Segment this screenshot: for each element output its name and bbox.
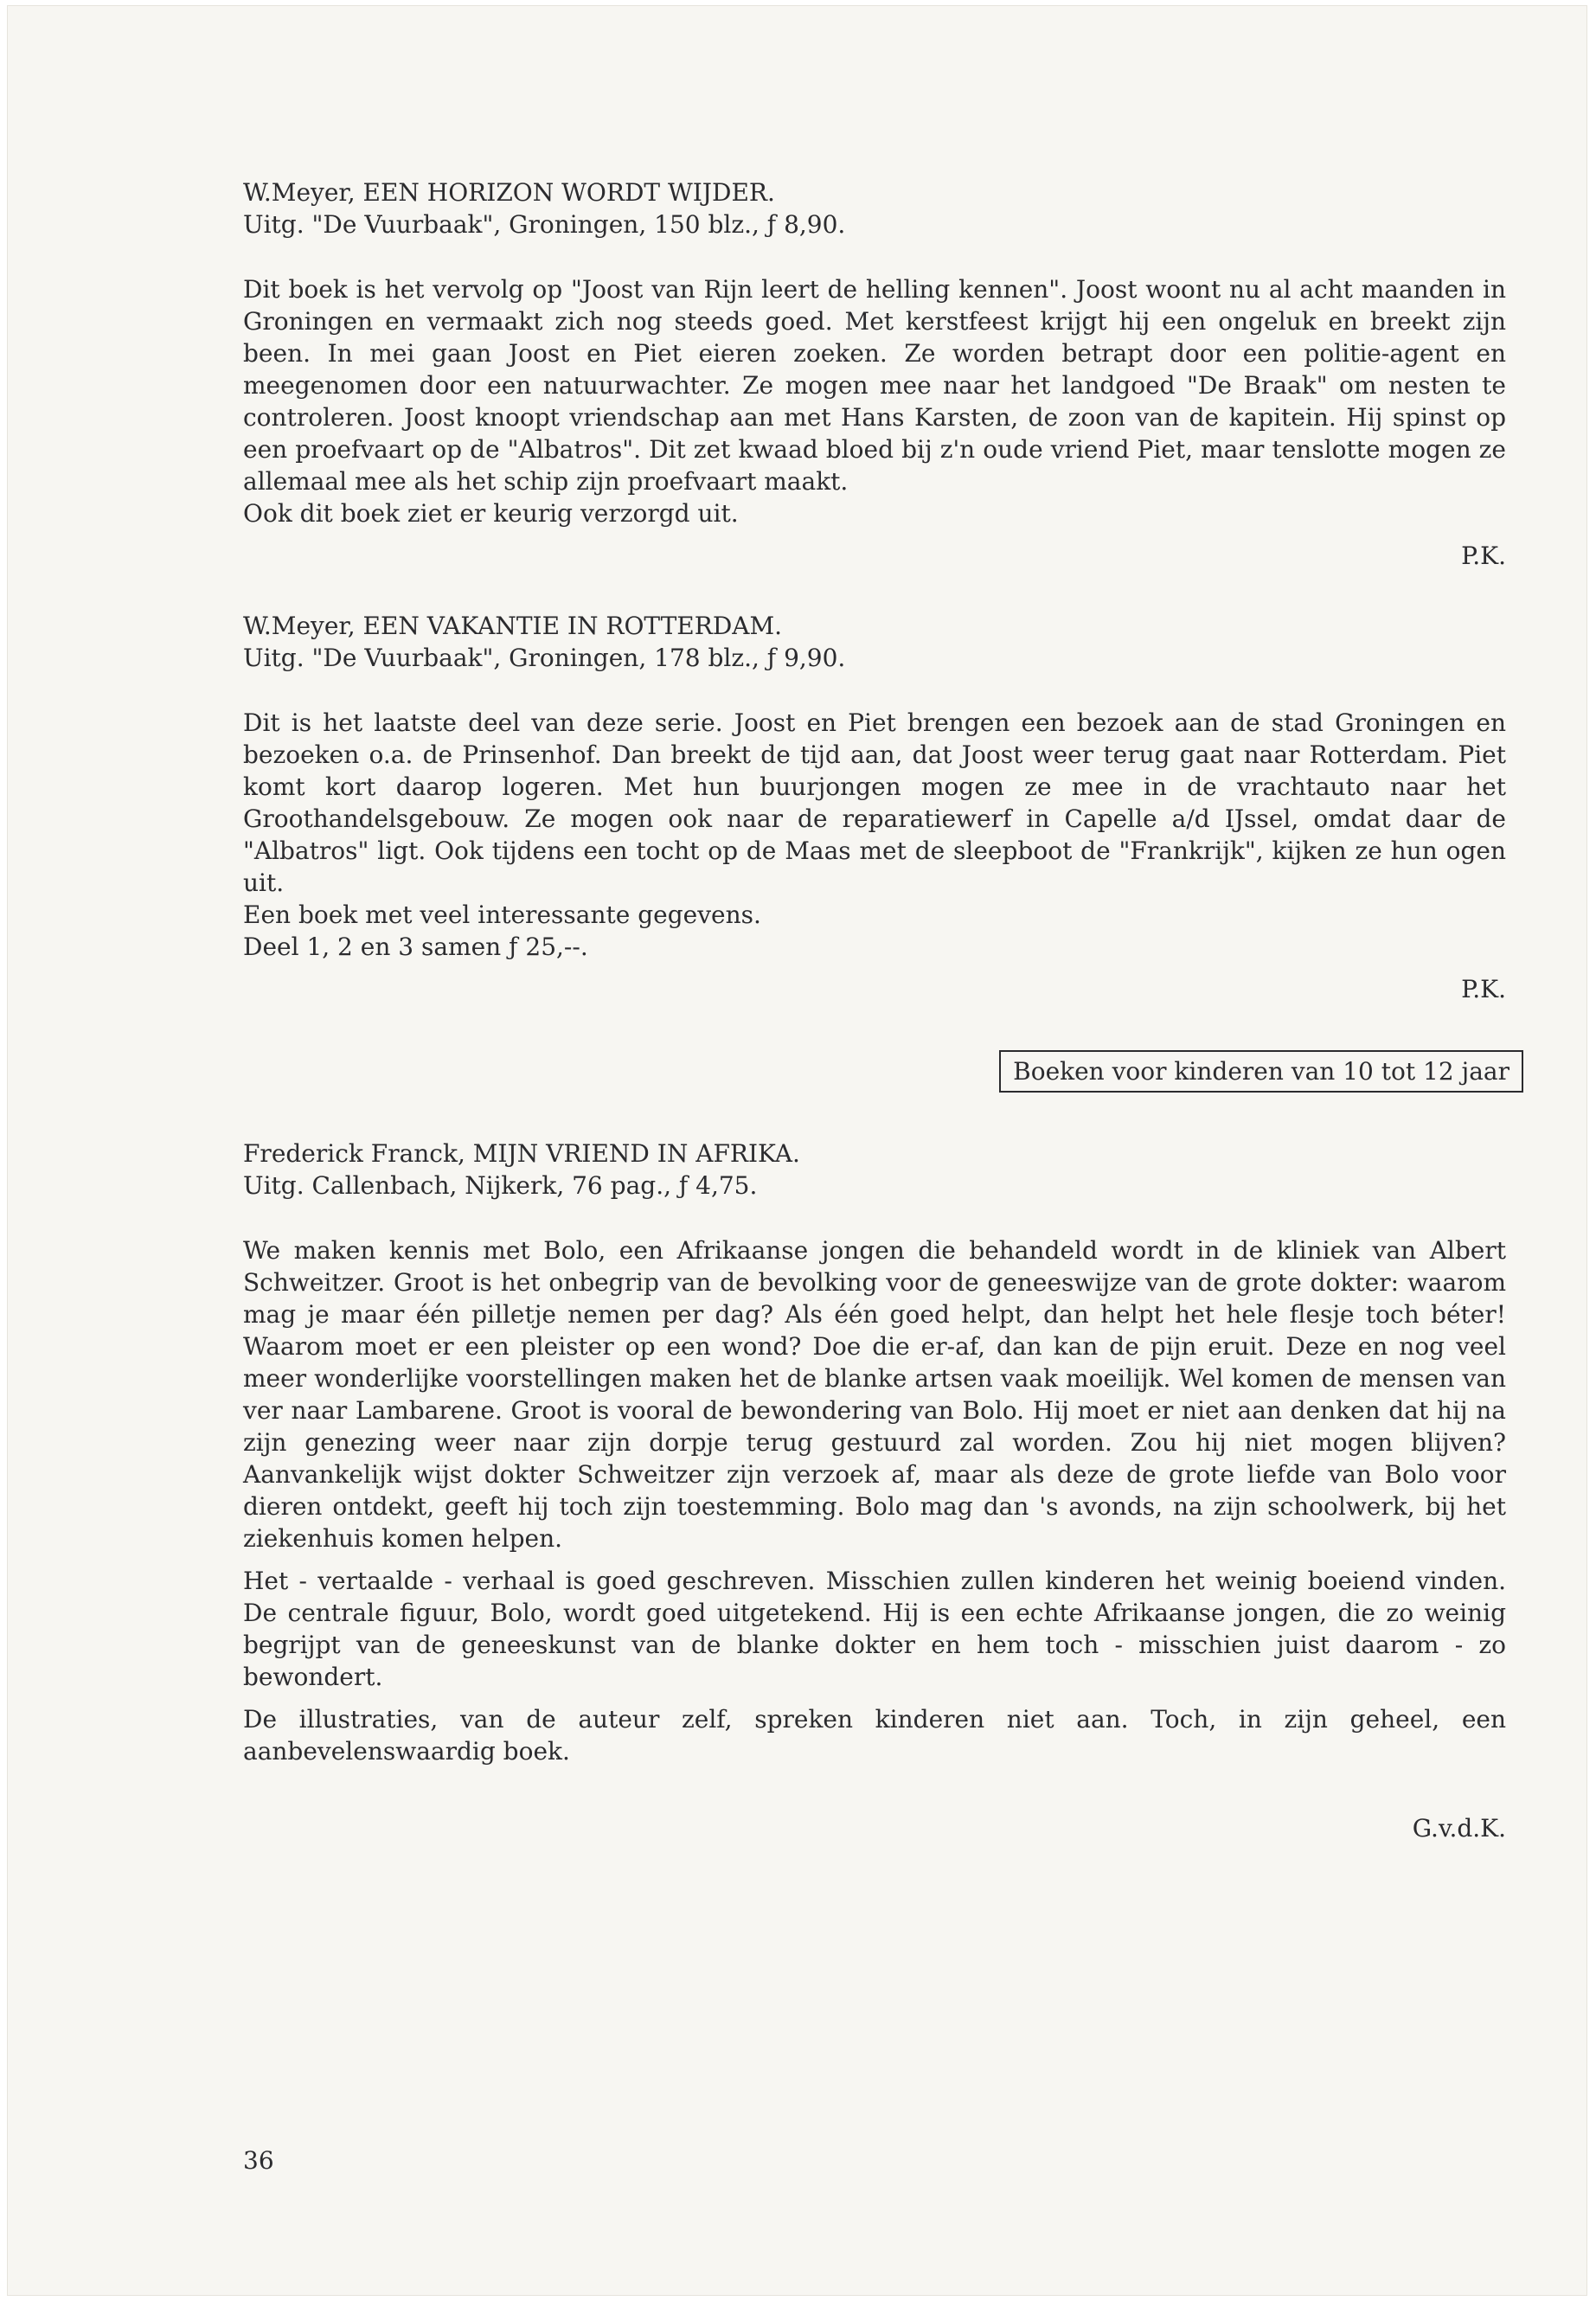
review-title-line: W.Meyer, EEN VAKANTIE IN ROTTERDAM. [243,612,783,640]
review-publisher-line: Uitg. "De Vuurbaak", Groningen, 178 blz., ƒ 9,90. [243,644,846,672]
review-signoff: P.K. [1461,975,1506,1003]
review-publisher-line: Uitg. "De Vuurbaak", Groningen, 150 blz., ƒ 8,90. [243,210,846,239]
review-paragraph: We maken kennis met Bolo, een Afrikaanse jongen die behandeld wordt in de kliniek van Albert Schweitzer. Groot is het onbegrip van de bevolking voor de geneeswijze van de grote dokter: waarom mag je maar één pilletje nemen per dag? Als één goed helpt, dan helpt het hele flesje toch béter! Waarom moet er een pleister op een wond? Doe die er-af, dan kan de pijn eruit. Deze en nog veel meer wonderlijke voorstellingen maken het de blanke artsen vaak moeilijk. Wel komen de mensen van ver naar Lambarene. Groot is vooral de bewondering van Bolo. Hij moet er niet aan denken dat hij na zijn genezing weer naar zijn dorpje terug gestuurd zal worden. Zou hij niet mogen blijven? Aanvankelijk wijst dokter Schweitzer zijn verzoek af, maar als deze de grote liefde van Bolo voor dieren ontdekt, geeft hij toch zijn toestemming. Bolo mag dan 's avonds, na zijn schoolwerk, bij het ziekenhuis komen helpen. [243,1236,1506,1553]
review-paragraph: Ook dit boek ziet er keurig verzorgd uit. [243,499,739,528]
document-page [7,5,1587,2296]
review-paragraph: Dit boek is het vervolg op "Joost van Rijn leert de helling kennen". Joost woont nu al acht maanden in Groningen en vermaakt zich nog steeds goed. Met kerstfeest krijgt hij een ongeluk en breekt zijn been. In mei gaan Joost en Piet eieren zoeken. Ze worden betrapt door een politie-agent en meegenomen door een natuurwachter. Ze mogen mee naar het landgoed "De Braak" om nesten te controleren. Joost knoopt vriendschap aan met Hans Karsten, de zoon van de kapitein. Hij spinst op een proefvaart op de "Albatros". Dit zet kwaad bloed bij z'n oude vriend Piet, maar tenslotte mogen ze allemaal mee als het schip zijn proefvaart maakt. [243,275,1506,496]
review-paragraph: Deel 1, 2 en 3 samen ƒ 25,--. [243,933,588,961]
page-number: 36 [243,2146,274,2175]
review-paragraph: Dit is het laatste deel van deze serie. Joost en Piet brengen een bezoek aan de stad Groningen en bezoeken o.a. de Prinsenhof. Dan breekt de tijd aan, dat Joost weer terug gaat naar Rotterdam. Piet komt kort daarop logeren. Met hun buurjongen mogen ze mee in de vrachtauto naar het Groothandelsgebouw. Ze mogen ook naar de reparatiewerf in Capelle a/d IJssel, omdat daar de "Albatros" ligt. Ook tijdens een tocht op de Maas met de sleepboot de "Frankrijk", kijken ze hun ogen uit. [243,708,1506,897]
review-mijn-vriend [243,1138,1506,1844]
review-een-horizon [243,176,1506,572]
review-signoff: P.K. [1461,542,1506,570]
review-een-vakantie [243,610,1506,1005]
review-paragraph: Een boek met veel interessante gegevens. [243,901,761,929]
review-paragraph: De illustraties, van de auteur zelf, spreken kinderen niet aan. Toch, in zijn geheel, een aanbevelenswaardig boek. [243,1705,1506,1766]
page-content [243,176,1523,1844]
review-title-line: Frederick Franck, MIJN VRIEND IN AFRIKA. [243,1139,800,1168]
section-label: Boeken voor kinderen van 10 tot 12 jaar [999,1050,1523,1093]
section-label-wrap [243,1050,1523,1093]
review-signoff: G.v.d.K. [1412,1814,1506,1843]
review-publisher-line: Uitg. Callenbach, Nijkerk, 76 pag., ƒ 4,75. [243,1171,758,1200]
review-title-line: W.Meyer, EEN HORIZON WORDT WIJDER. [243,178,775,207]
review-paragraph: Het - vertaalde - verhaal is goed geschreven. Misschien zullen kinderen het weinig boeiend vinden. De centrale figuur, Bolo, wordt goed uitgetekend. Hij is een echte Afrikaanse jongen, die zo weinig begrijpt van de geneeskunst van de blanke dokter en hem toch - misschien juist daarom - zo bewondert. [243,1567,1506,1691]
